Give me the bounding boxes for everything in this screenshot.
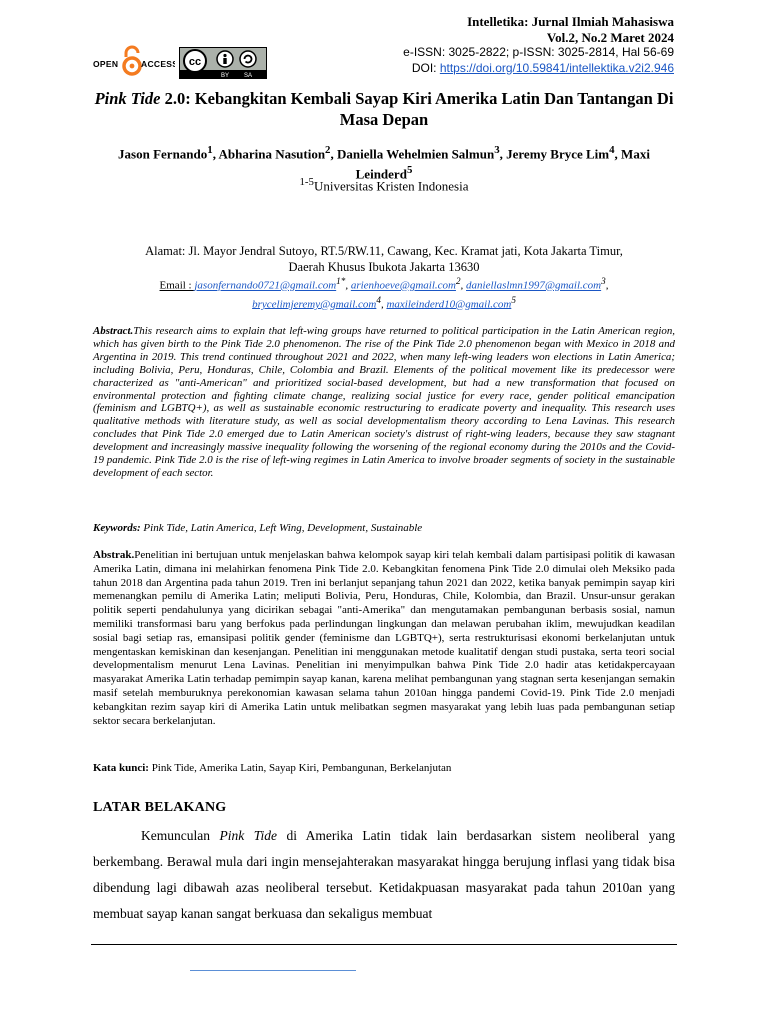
abstract-en-text: This research aims to explain that left-wing groups have returned to political participation in the Latin American region, which has given birth to the Pink Tide 2.0 phenomenon. The rise of the Pink Tide 2.0 phenomenon began with Mexico in 2018 and Argentina in 2019. This trend continued throughout 2021 and 2022, when many left-wing leaders won elections in Latin America; including Bolivia, Peru, Honduras, Chile, Colombia and Brazil. Elements of the political movement like its predecessor were characterized as "anti-American" and prioritized social-based development, but had a new transformation that focused on environmental protection and fighting climate change, realizing social justice for every race, gender political emancipation (feminism and LGBTQ+), as well as sustainable economic restructuring to eradicate poverty and inequality. This research uses qualitative methods with literature study, as well as social developmentalism theory according to Lena Lavinas. This research concludes that Pink Tide 2.0 emerged due to Latin American society's distrust of right-wing leaders, because they saw stagnant development and increasingly massive inequality following the worsening of the regional economy during the 2010s and the Covid-19 pandemic. Pink Tide 2.0 is the rise of left-wing regimes in Latin America to involve broader segments of society in the sustainable development of each sector. xyxy=(93,325,675,479)
paper-title xyxy=(90,88,678,130)
author-sup: 3 xyxy=(494,144,500,156)
para-start: Kemunculan xyxy=(141,828,220,843)
address-line-2: Daerah Khusus Ibukota Jakarta 13630 xyxy=(288,260,480,274)
author-name: Maxi Leinderd xyxy=(355,146,650,182)
email-sup: 2 xyxy=(455,276,461,286)
email-link[interactable]: maxileinderd10@gmail.com xyxy=(386,298,512,311)
section-heading: LATAR BELAKANG xyxy=(93,800,227,815)
abstract-indonesian xyxy=(93,549,675,728)
author-name: Jason Fernando xyxy=(118,146,208,162)
keywords-english xyxy=(93,522,675,534)
title-rest: 2.0: Kebangkitan Kembali Sayap Kiri Amerika Latin Dan Tantangan Di Masa Depan xyxy=(160,89,674,129)
email-sup: 4 xyxy=(376,294,381,305)
email-link[interactable]: brycelimjeremy@gmail.com xyxy=(252,298,377,311)
journal-header xyxy=(403,14,674,76)
author-sup: 2 xyxy=(325,144,331,156)
share-alike-icon xyxy=(240,51,256,67)
email-sup: 5 xyxy=(511,294,516,305)
page-divider xyxy=(91,944,677,945)
email-sup: 3 xyxy=(601,276,606,286)
email-label: Email : xyxy=(159,279,195,292)
affiliation-sup: 1-5 xyxy=(299,176,314,188)
abstract-id-text: Penelitian ini bertujuan untuk menjelaskan bahwa kelompok sayap kiri telah kembali dalam partisipasi politik di kawasan Amerika Latin, dimana ini melahirkan fenomena Pink Tide 2.0. Kebangkitan fenomena Pink Tide 2.0 dimulai oleh Meksiko pada tahun 2018 dan Argentina pada tahun 2019. Tren ini berlanjut sepanjang tahun 2021 dan 2022, ketika banyak pemimpin sayap kiri memenangkan pemilu di Amerika Latin; meliputi Bolivia, Peru, Honduras, Chile, Kolombia, dan Brazil. Unsur-unsur gerakan politik seperti pendahulunya yang dicirikan sebagai "anti-Amerika" dan mengutamakan pembangunan berbasis sosial, namun memiliki transformasi baru yang berfokus pada perlindungan lingkungan dan melawan perubahan iklim, mewujudkan keadilan sosial bagi setiap ras, emansipasi politik gender (feminisme dan LGBTQ+), serta restrukturisasi ekonomi berkelanjutan untuk mengentaskan kemiskinan dan kesenjangan. Penelitian ini menggunakan metode kualitatif dengan studi pustaka, serta teori social developmentalism menurut Lena Lavinas. Penelitian ini menyimpulkan bahwa Pink Tide 2.0 hadir atas ketidakpercayaan masyarakat Amerika Latin terhadap pemimpin sayap kanan, karena melihat pembangunan yang stagnan serta kesenjangan semakin masif setelah memburuknya perekonomian kawasan selama tahun 2010an hingga pandemi Covid-19. Pink Tide 2.0 menjadi kebangkitan rezim sayap kiri di Amerika Latin untuk melibatkan segmen masyarakat yang lebih luas pada pembangunan setiap sektor secara berkelanjutan. xyxy=(93,549,675,727)
abstract-id-lead: Abstrak. xyxy=(93,549,135,561)
title-italic: Pink Tide xyxy=(94,89,161,108)
cc-by-text: BY xyxy=(220,73,230,78)
body-paragraph xyxy=(93,823,675,927)
footnote-rule xyxy=(190,970,356,971)
author-name: Jeremy Bryce Lim xyxy=(506,146,610,162)
author-sup: 4 xyxy=(609,144,615,156)
keywords-indonesian xyxy=(93,762,675,774)
cc-text: cc xyxy=(188,56,202,68)
journal-doi xyxy=(403,61,674,77)
email-link[interactable]: daniellaslmn1997@gmail.com xyxy=(466,279,602,292)
email-list: Email : jasonfernando0721@gmail.com$^{1*}$, arienhoeve@gmail.com$^2$, daniellaslmn1997@gmail.com$^3$, brycelimjeremy@gmail.com$^4$, maxileinderd10@gmail.com$^5$ xyxy=(159,276,609,311)
journal-volume: Vol.2, No.2 Maret 2024 xyxy=(546,29,674,45)
open-access-open-text: OPEN xyxy=(93,59,119,69)
open-access-access-text: ACCESS xyxy=(141,59,175,69)
email-link[interactable]: arienhoeve@gmail.com xyxy=(350,279,456,292)
affiliation xyxy=(90,176,678,194)
open-access-lock-icon xyxy=(93,45,175,79)
journal-name: Intelletika: Jurnal Ilmiah Mahasiswa xyxy=(467,14,674,29)
keywords-en-text: Pink Tide, Latin America, Left Wing, Development, Sustainable xyxy=(140,522,423,534)
email-link[interactable]: jasonfernando0721@gmail.com xyxy=(194,279,337,292)
abstract-en-lead: Abstract. xyxy=(93,325,134,337)
author-name: Abharina Nasution xyxy=(218,146,326,162)
abstract-english xyxy=(93,325,675,480)
keywords-id-text: Pink Tide, Amerika Latin, Sayap Kiri, Pembangunan, Berkelanjutan xyxy=(148,762,452,774)
journal-issn: e-ISSN: 3025-2822; p-ISSN: 3025-2814, Hal 56-69 xyxy=(403,45,674,59)
cc-by-sa-badge xyxy=(179,47,267,79)
doi-label: DOI: xyxy=(411,60,440,75)
affiliation-name: Universitas Kristen Indonesia xyxy=(313,178,469,194)
keywords-id-label: Kata kunci: xyxy=(93,762,149,774)
author-list: Jason Fernando$^1$, Abharina Nasution$^2$, Daniella Wehelmien Salmun$^3$, Jeremy Bryce Lim$^4$, Maxi Leinderd$^5$ xyxy=(118,144,650,182)
para-rest: di Amerika Latin tidak lain berdasarkan sistem neoliberal yang berkembang. Berawal mula dari ingin mensejahterakan masyarakat hingga berujung inflasi yang tidak bisa dibendung lagi dibawah azas neoliberal tersebut. Ketidakpuasan masyarakat pada tahun 2010an yang membuat sayap kanan sangat berkuasa dan sekaligus membuat xyxy=(93,828,675,921)
author-name: Daniella Wehelmien Salmun xyxy=(336,146,495,162)
email-sup: 1* xyxy=(336,276,346,286)
address-line-1: Alamat: Jl. Mayor Jendral Sutoyo, RT.5/RW.11, Cawang, Kec. Kramat jati, Kota Jakarta Timur, xyxy=(145,244,623,258)
open-access-logo xyxy=(93,45,175,79)
doi-link[interactable]: https://doi.org/10.59841/intellektika.v2i2.946 xyxy=(439,60,674,75)
author-sup: 1 xyxy=(207,144,213,156)
para-italic: Pink Tide xyxy=(219,828,277,843)
author-sup: 5 xyxy=(406,164,413,177)
address xyxy=(90,243,678,275)
keywords-en-label: Keywords: xyxy=(93,522,141,534)
cc-sa-text: SA xyxy=(243,73,253,78)
